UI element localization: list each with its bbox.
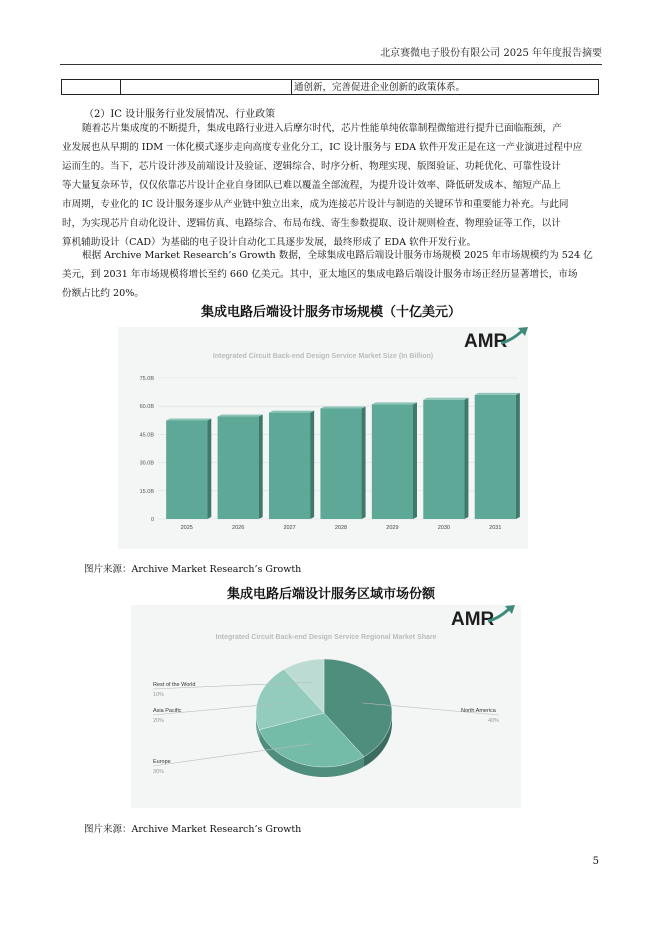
- paragraph-line: 随着芯片集成度的不断提升，集成电路行业进入后摩尔时代，芯片性能单纯依靠制程微缩进行提升已面临瓶颈，产: [82, 123, 562, 134]
- table-cell-empty-2: [120, 80, 292, 94]
- paragraph-line: 根据 Archive Market Research’s Growth 数据，全球集成电路后端设计服务市场规模 2025 年市场规模约为 524 亿: [82, 250, 593, 261]
- regional-share-chart-card: [131, 605, 521, 808]
- bar-top: [166, 418, 211, 420]
- page-number: 5: [592, 856, 599, 867]
- x-tick-label: 2028: [334, 525, 348, 531]
- bar: [166, 420, 207, 519]
- bar-chart-title: Integrated Circuit Back-end Design Service Market Size (In Billion): [212, 353, 434, 360]
- bar-top: [372, 402, 417, 404]
- bar-side: [464, 398, 468, 519]
- bar-side: [259, 415, 263, 519]
- x-tick-label: 2025: [180, 525, 193, 531]
- paragraph-line: 市周期，专业化的 IC 设计服务逐步从产业链中独立出来，成为连接芯片设计与制造的关键环节和重要能力补充。与此同: [62, 199, 569, 210]
- figure2-caption: 图片来源：Archive Market Research’s Growth: [84, 824, 302, 835]
- header-divider: [60, 64, 602, 65]
- y-tick-label: 0: [150, 517, 154, 523]
- paragraph-line: 算机辅助设计（CAD）为基础的电子设计自动化工具逐步发展，最终形成了 EDA 软件开发行业。: [62, 237, 477, 248]
- figure1-title: 集成电路后端设计服务市场规模（十亿美元）: [200, 305, 461, 320]
- paragraph-line: 美元，到 2031 年市场规模将增长至约 660 亿美元。其中，亚太地区的集成电路后端设计服务市场正经历显著增长，市场: [62, 269, 578, 280]
- pie-value-label: 30%: [153, 769, 165, 775]
- bar-top: [269, 411, 314, 413]
- y-tick-label: 15.0B: [139, 488, 154, 495]
- bar-top: [218, 415, 263, 417]
- x-tick-label: 2026: [232, 525, 245, 531]
- bar: [269, 413, 310, 519]
- amr-logo: AMR: [464, 331, 507, 353]
- bar: [423, 400, 464, 519]
- x-tick-label: 2029: [386, 525, 399, 531]
- pie-chart-title: Integrated Circuit Back-end Design Service Regional Market Share: [215, 634, 437, 641]
- pie-label: North America: [461, 708, 496, 714]
- paragraph-market-data: [62, 246, 600, 303]
- paragraph-line: 等大量复杂环节，仅仅依靠芯片设计企业自身团队已难以覆盖全部流程，为提升设计效率、降低研发成本、缩短产品上: [62, 180, 561, 191]
- y-tick-label: 60.0B: [139, 404, 154, 411]
- bar-side: [413, 402, 417, 519]
- pie-value-label: 40%: [487, 718, 499, 724]
- paragraph-line: 运而生的。当下，芯片设计涉及前端设计及验证、逻辑综合、时序分析、物理实现、版图验证、功耗优化、可靠性设计: [62, 161, 561, 172]
- x-tick-label: 2031: [489, 525, 502, 531]
- table-cell-text: 通创新，完善促进企业创新的政策体系。: [294, 82, 466, 93]
- pie-label: Europe: [153, 759, 171, 765]
- bar-top: [423, 398, 468, 400]
- amr-logo-2: AMR: [451, 609, 494, 631]
- bar: [218, 417, 259, 519]
- x-tick-label: 2027: [283, 525, 296, 531]
- bar-side: [516, 393, 520, 519]
- figure2-title: 集成电路后端设计服务区域市场份额: [226, 587, 435, 602]
- regional-share-pie-chart: [131, 605, 521, 808]
- bar: [372, 404, 413, 519]
- report-header: 北京赛微电子股份有限公司 2025 年年度报告摘要: [380, 48, 602, 59]
- pie-label: Asia Pacific: [153, 708, 182, 714]
- table-fragment: [61, 79, 599, 95]
- pie-value-label: 20%: [153, 718, 165, 724]
- bar: [320, 408, 361, 519]
- section-subheading: （2）IC 设计服务行业发展情况、行业政策: [84, 109, 276, 120]
- figure1-caption: 图片来源：Archive Market Research’s Growth: [84, 564, 302, 575]
- pie-label: Rest of the World: [153, 682, 196, 688]
- market-size-bar-chart: [118, 327, 528, 549]
- market-size-chart-card: [118, 327, 528, 549]
- bar: [475, 395, 516, 519]
- paragraph-line: 份额占比约 20%。: [62, 288, 144, 299]
- bar-side: [362, 406, 366, 519]
- y-tick-label: 30.0B: [139, 460, 154, 467]
- paragraph-industry-overview: [62, 119, 600, 252]
- y-tick-label: 45.0B: [139, 432, 154, 439]
- bar-side: [310, 411, 314, 519]
- y-tick-label: 75.0B: [139, 376, 154, 382]
- x-tick-label: 2030: [437, 525, 450, 531]
- bar-top: [320, 406, 365, 408]
- bar-top: [475, 393, 520, 395]
- table-cell-empty-1: [62, 80, 121, 94]
- pie-value-label: 10%: [153, 692, 165, 698]
- paragraph-line: 时，为实现芯片自动化设计、逻辑仿真、电路综合、布局布线、寄生参数提取、设计规则检查、物理验证等工作，以计: [62, 218, 561, 229]
- bar-side: [207, 418, 211, 519]
- paragraph-line: 业发展也从早期的 IDM 一体化模式逐步走向高度专业化分工，IC 设计服务与 EDA 软件开发正是在这一产业演进过程中应: [62, 142, 583, 153]
